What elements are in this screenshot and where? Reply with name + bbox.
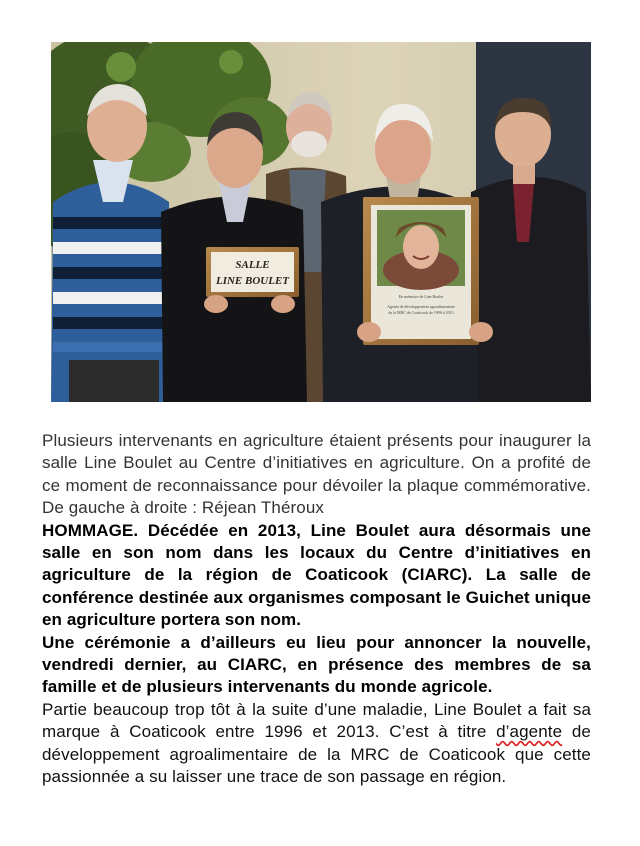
plaque-caption-line: Agente de développement agroalimentaire	[387, 304, 455, 309]
article-paragraph	[42, 699, 591, 789]
paragraph-text: Partie beaucoup trop tôt à la suite d’une maladie, Line Boulet a fait sa marque à Coaticook entre 1996 et 2013. C’est à titre	[42, 699, 591, 742]
hand	[469, 322, 493, 342]
group-photo-illustration	[51, 42, 591, 402]
hand	[357, 322, 381, 342]
plaque-caption-line: de la MRC de Coaticook de 1996 à 2013	[388, 310, 454, 315]
article-lead-continued: Une cérémonie a d’ailleurs eu lieu pour annoncer la nouvelle, vendredi dernier, au CIARC, en présence des membres de sa famille et de plusieurs intervenants du monde agricole.	[42, 632, 591, 697]
article-photo	[51, 42, 591, 402]
sign-line-2: LINE BOULET	[215, 275, 290, 287]
spellcheck-flagged-word[interactable]: d’agente	[496, 722, 563, 742]
sign-line-1: SALLE	[235, 259, 270, 271]
hand	[271, 295, 295, 313]
plaque-title: En mémoire de Line Boulet	[398, 294, 444, 299]
paragraph-text: de développement agroalimentaire de la MRC de Coaticook que cette passionnée a su laisser une trace de son passage en région.	[42, 722, 591, 787]
salle-line-boulet-sign	[206, 247, 299, 297]
article-lead: HOMMAGE. Décédée en 2013, Line Boulet aura désormais une salle en son nom dans les locaux du Centre d’initiatives en agriculture de la région de Coaticook (CIARC). La salle de conférence destinée aux organismes composant le Guichet unique en agriculture portera son nom.	[42, 520, 591, 630]
memorial-plaque	[363, 197, 479, 345]
hand	[204, 295, 228, 313]
article-body	[42, 430, 591, 789]
photo-caption: Plusieurs intervenants en agriculture étaient présents pour inaugurer la salle Line Boulet au Centre d’initiatives en agriculture. On a profité de ce moment de reconnaissance pour dévoiler la plaque commémorative. De gauche à droite : Réjean Théroux	[42, 431, 591, 518]
